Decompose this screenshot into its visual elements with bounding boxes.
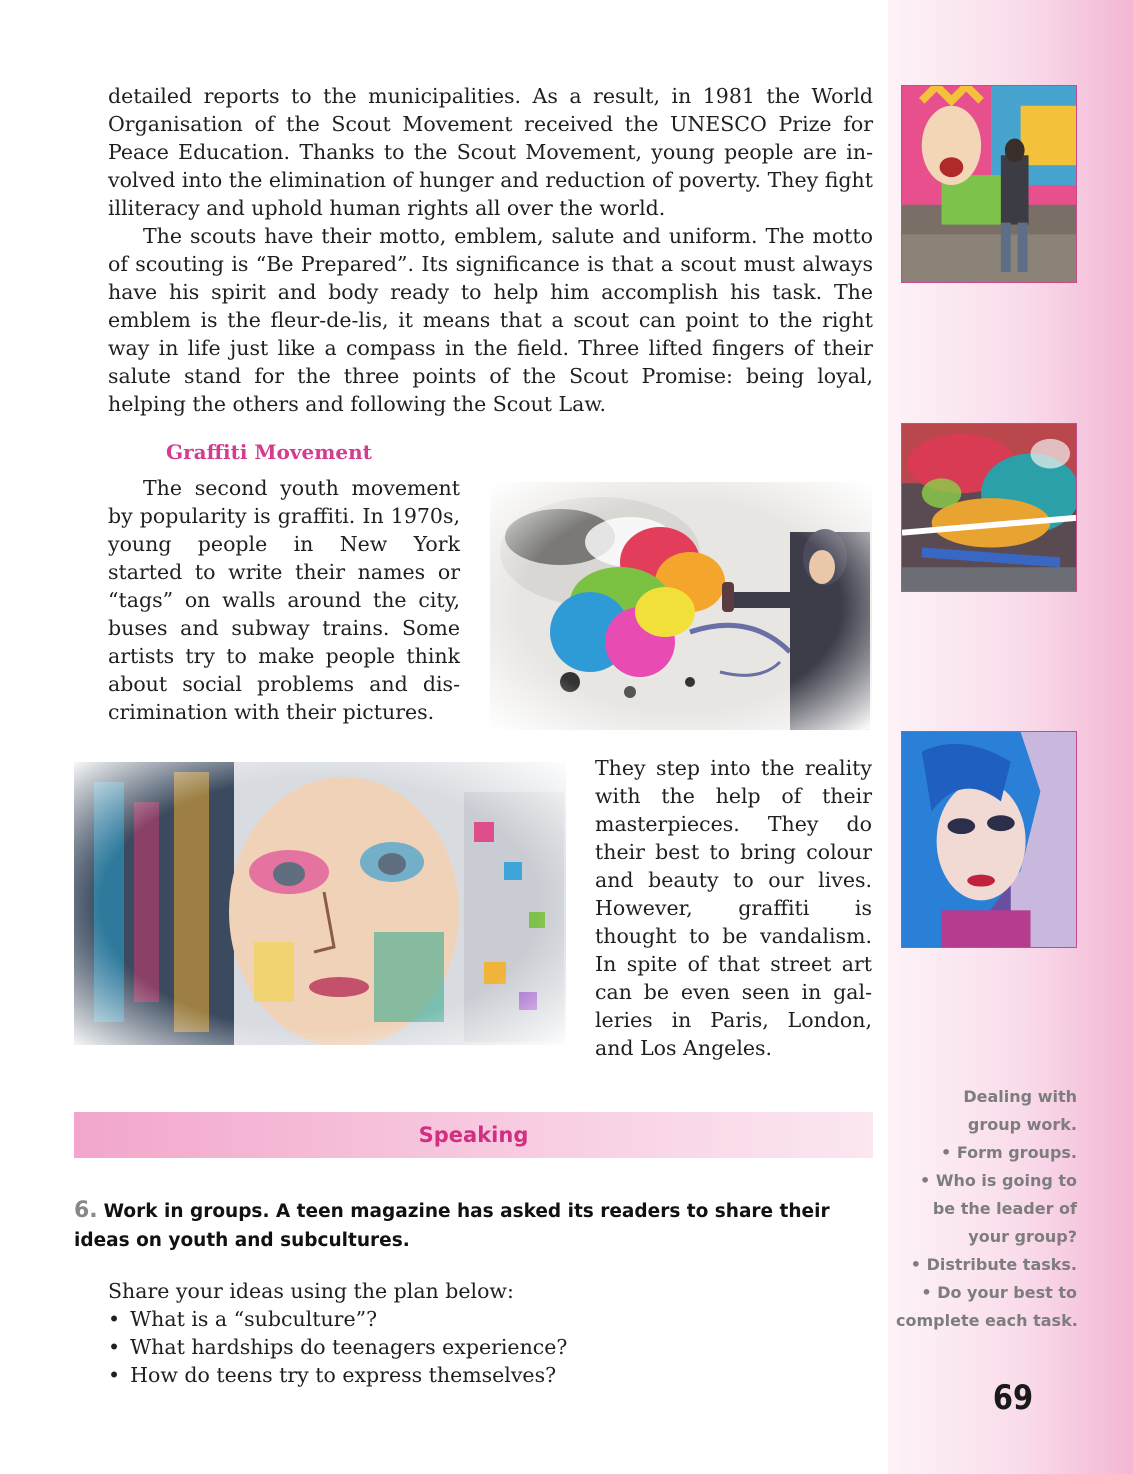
graffiti-portrait-artwork — [74, 762, 566, 1045]
plan-item: • What is a “subculture”? — [108, 1305, 808, 1333]
speaking-title: Speaking — [418, 1123, 529, 1147]
plan-intro: Share your ideas using the plan below: — [108, 1279, 514, 1303]
tip-line: • Do your best to — [921, 1283, 1077, 1302]
speaking-section-header — [74, 1112, 873, 1158]
plan-item: • How do teens try to express themselves? — [108, 1361, 808, 1389]
tip-line: Dealing with — [963, 1087, 1077, 1106]
plan-list — [108, 1305, 808, 1389]
graffiti-artist-photo — [490, 482, 872, 730]
graffiti-paragraph-2: They step into the reality with the help of their masterpieces. They do their best to bring colour and beauty to our lives. However, graffiti is thought to be vandalism. In spite of that street art can be even seen in galleries in Paris, London, and Los Angeles. — [595, 756, 872, 1060]
street-art-mural-photo — [901, 85, 1077, 283]
task-instruction — [74, 1196, 874, 1255]
tip-line: be the leader of — [932, 1199, 1077, 1218]
task-number: 6. — [74, 1198, 98, 1223]
plan-item: • What hardships do teenagers experience? — [108, 1333, 808, 1361]
scout-paragraph-1: detailed reports to the municipalities. As a result, in 1981 the World Organisation of the Scout Movement received the UNESCO Prize for Peace Education. Thanks to the Scout Movement, young people are involved into the elimination of hunger and reduction of poverty. They fight illiteracy and uphold human rights all over the world. — [108, 84, 873, 220]
tip-line: group work. — [967, 1115, 1077, 1134]
graffiti-paragraph-1: The second youth movement by popularity is graffiti. In 1970s, young people in New York started to write their names or “tags” on walls around the city, buses and subway trains. Some artists try to make people think about social problems and discrimination with their pictures. — [108, 476, 460, 724]
tip-line: complete each task. — [896, 1311, 1078, 1330]
colorful-graffiti-wall-photo — [901, 423, 1077, 592]
tip-line: your group? — [968, 1227, 1077, 1246]
group-work-tips — [896, 1083, 1077, 1335]
blue-haired-girl-photo — [901, 731, 1077, 948]
speaking-plan — [108, 1277, 808, 1389]
scout-text-block — [108, 82, 873, 418]
tip-line: • Distribute tasks. — [910, 1255, 1077, 1274]
tip-line: • Who is going to — [920, 1171, 1077, 1190]
page-number: 69 — [992, 1378, 1034, 1418]
graffiti-heading: Graffiti Movement — [166, 440, 372, 464]
scout-paragraph-2: The scouts have their motto, emblem, salute and uniform. The motto of scouting is “Be Prepared”. Its significance is that a scout must always have his spirit and body ready to help him accomplish his task. The emblem is the fleur-de-lis, it means that a scout can point to the right way in life just like a compass in the field. Three lifted fingers of their salute stand for the three points of the Scout Promise: being loyal, helping the others and following the Scout Law. — [108, 224, 873, 416]
task-text: Work in groups. A teen magazine has asked its readers to share their ideas on youth and subcultures. — [74, 1201, 830, 1251]
tip-line: • Form groups. — [941, 1143, 1077, 1162]
